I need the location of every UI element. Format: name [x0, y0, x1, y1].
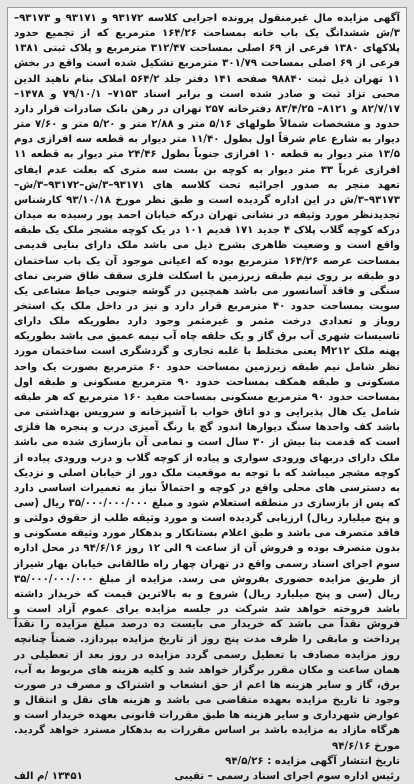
- publication-date: تاریخ انتشار آگهی مزایده : ۹۴/۵/۲۶: [225, 755, 400, 767]
- footer-line-office: [14, 769, 400, 784]
- footer-line-date: [14, 754, 400, 769]
- notice-body-text: آگهی مزایده مال غیرمنقول پرونده اجرایی کلاسه ۹۳۱۷۲ و ۹۳۱۷۱ و ۹۳۱۷۳– ۳/ش ششدانگ یک باب خانه بمساحت ۱۶۴/۲۶ مترمربع که از تجمیع حدود پلاکهای ۱۳۸۰ فرعی از ۶۹ اصلی بمساحت ۳۱۲/۴۷ مترمربع و پلاک ثبتی ۱۳۸۱ فرعی از ۶۹ اصلی بمساحت ۳۰۱/۷۹ مترمربع تشکیل شده است واقع در بخش ۱۱ تهران ذیل ثبت ۹۸۸۴۰ صفحه ۱۴۱ دفتر جلد ۵۶۴/۲ املاک بنام ناهید الدین محبی تزاد ثبت و صادر شده است و برابر اسناد ۷۱۵۳– ۷۹/۱۰/۱ و ۱۴۷۸–۸۲/۷/۱۷ و ۸۱۲۱– ۸۳/۴/۲۵ دفترخانه ۲۵۷ تهران در رهن بانک صادرات قرار دارد حدود و مشخصات شمالاً طولهای ۵/۱۶ متر و ۲/۸۸ متر و ۵/۲۰ متر و ۷/۶۰ متر دیوار به شارع عام شرقاً اول بطول ۱۱/۴۰ متر دیوار به قطعه سه افرازی دوم ۱۳/۵ متر دیوار به قطعه ۱۰ افرازی جنوباً بطول ۲۴/۴۶ متر دیوار به قطعه ۱۱ افرازی غرباً ۳۳ متر دیوار به کوچه بن بست سه متری که بعلت عدم ایفای تعهد منجر به صدور اجرائیه تحت کلاسه های ۹۳۱۷۱–۳/ش–۹۳۱۷۲–۳/ش–۹۳۱۷۳–۳/ش در این اداره گردیده است و طبق نظر مورخ ۹۳/۱۰/۱۸ کارشناس تجدیدنظر مورد وثیقه در نشانی تهران درکه خیابان احمد پور رسیده به میدان درکه کوچه گلاب پلاک ۴ جدید ۱۷۱ قدیم ۱۰۱ در یک کوچه مشجر ملک یک طبقه واقع است و وضعیت ظاهری بشرح ذیل می باشد ملک دارای بنایی قدیمی بمساحت عرصه ۱۶۴/۲۶ مترمربع بوده که اعیانی موجود آن یک باب ساختمان دو طبقه بر روی نیم طبقه زیرزمین با اسکلت فلزی سقف طاق ضربی نمای سنگی و فاقد آسانسور می باشد همچنین در گوشه جنوبی حیاط مشاعی یک سویت بمساحت حدود ۴۰ مترمربع قرار دارد و نیز در داخل ملک یک استخر روباز و تعدادی درخت مثمر و غیرمثمر وجود دارد بطوریکه ملک دارای تاسیسات شهری آب برق گاز و یک حلقه چاه آب نیمه عمیق می باشد بطوریکه پهنه ملک M۲۱۲ یعنی مختلط با غلبه تجاری و گردشگری است ساختمان مورد نظر شامل نیم طبقه زیرزمین بمساحت حدود ۶۰ مترمربع بصورت یک واحد مسکونی و طبقه همکف بمساحت حدود ۹۰ مترمربع مسکونی و طبقه اول بمساحت حدود ۹۰ مترمربع مسکونی بمساحت مفید ۱۶۰ مترمربع که هر طبقه شامل یک هال پذیرایی و دو اتاق خواب با آشپزخانه و سرویس بهداشتی می باشد کف واحدها سنگ دیوارها اندود گچ با رنگ آمیزی درب و پنجره ها فلزی است که قدمت بنا بیش از ۳۰ سال است و تمامی آن بازسازی شده می باشد ملک دارای دربهای ورودی سواری و پیاده از کوچه گلاب و درب ورودی پیاده از کوچه مشجر میباشد که با توجه به موقعیت ملک دور از خیابان اصلی و نزدیک به دسترسی های محلی واقع در کوچه و احتمالاً نیاز به تعمیرات اساسی دارد که پس از بازسازی در منطقه استعلام شود و مبلغ ۳۵/۰۰۰/۰۰۰/۰۰۰ ریال (سی و پنج میلیارد ریال) ارزیابی گردیده است و مورد وثیقه طلب از حقوق دولتی و فاقد متصرف می باشد و طبق اعلام بستانکار و بدهکار مورد وثیقه مسکونی و بدون متصرف بوده و فروش آن از ساعت ۹ الی ۱۲ روز ۹۴/۶/۱۶ در محل اداره سوم اجرای اسناد رسمی واقع در تهران چهار راه طالقانی خیابان بهار شیراز از طریق مزایده حضوری بفروش می رسد. مزایده از مبلغ ۳۵/۰۰۰/۰۰۰/۰۰۰ ریال (سی و پنج میلیارد ریال) شروع و به بالاترین قیمت که خریدار داشته باشد فروخته خواهد شد شرکت در جلسه مزایده برای عموم آزاد است و فروش نقداً می باشد که خریدار می بایست ده درصد مبلغ مزایده را نقداً پرداخت و مابقی را ظرف مدت پنج روز از تاریخ مزایده بپردازد. ضمناً چنانچه روز مزایده مصادف با تعطیل رسمی گردد مزایده در روز بعد از تعطیلی در همان ساعت و مکان مقرر برگزار خواهد شد و کلیه هزینه های مربوط به آب، برق، گاز و سایر هزینه ها اعم از حق انشعاب و اشتراک و مصرف در صورت وجود تا تاریخ مزایده بعهده متقاضی می باشد و هزینه های نقل و انتقال و عوارض شهرداری و سایر هزینه ها طبق مقررات قانونی بعهده خریدار است و هرگاه مازاد به مزایده باشد بر اساس مقررات به بدهکار مسترد خواهد گردید. مورخ ۹۴/۶/۱۶: [14, 13, 401, 752]
- auction-notice: [7, 7, 407, 782]
- notice-footer: [14, 754, 400, 784]
- office-signature: رئیس اداره سوم اجرای اسناد رسمی – تقیبی: [174, 770, 400, 782]
- reference-id: ۱۳۴۵۱ /م الف: [14, 770, 83, 782]
